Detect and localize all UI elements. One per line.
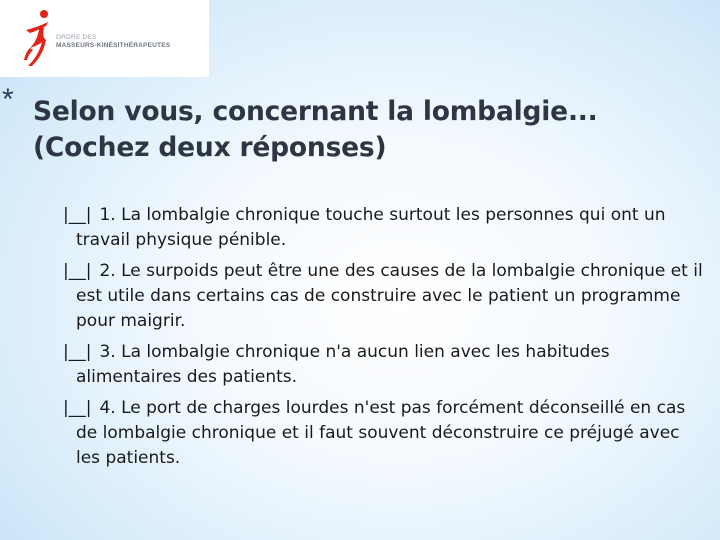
slide-title: Selon vous, concernant la lombalgie... (Cochez deux réponses) (33, 96, 598, 163)
question-text-3: 3. La lombalgie chronique n'a aucun lien avec les habitudes alimentaires des patients. (76, 342, 610, 387)
logo-line-2: MASSEURS-KINÉSITHÉRAPEUTES (56, 42, 171, 49)
question-item-2 (58, 259, 708, 334)
logo (0, 0, 209, 77)
bullet-asterisk: * (2, 83, 14, 116)
question-list (58, 203, 708, 477)
logo-text (56, 34, 170, 50)
question-text-2: 2. Le surpoids peut être une des causes de la lombalgie chronique et il est utile dans certains cas de construire avec le patient un programme pour maigrir. (76, 261, 703, 331)
logo-line-1: ORDRE DES (56, 34, 97, 41)
running-figure-icon (22, 8, 52, 70)
question-item-4 (58, 396, 708, 471)
question-text-1: 1. La lombalgie chronique touche surtout les personnes qui ont un travail physique pénible. (76, 205, 666, 250)
question-item-1 (58, 203, 708, 253)
question-item-3 (58, 340, 708, 390)
checkbox-1[interactable]: |__| (63, 205, 92, 225)
question-text-4: 4. Le port de charges lourdes n'est pas forcément déconseillé en cas de lombalgie chronique et il faut souvent déconstruire ce préjugé avec les patients. (76, 398, 686, 468)
checkbox-4[interactable]: |__| (63, 398, 92, 418)
checkbox-3[interactable]: |__| (63, 342, 92, 362)
checkbox-2[interactable]: |__| (63, 261, 92, 281)
